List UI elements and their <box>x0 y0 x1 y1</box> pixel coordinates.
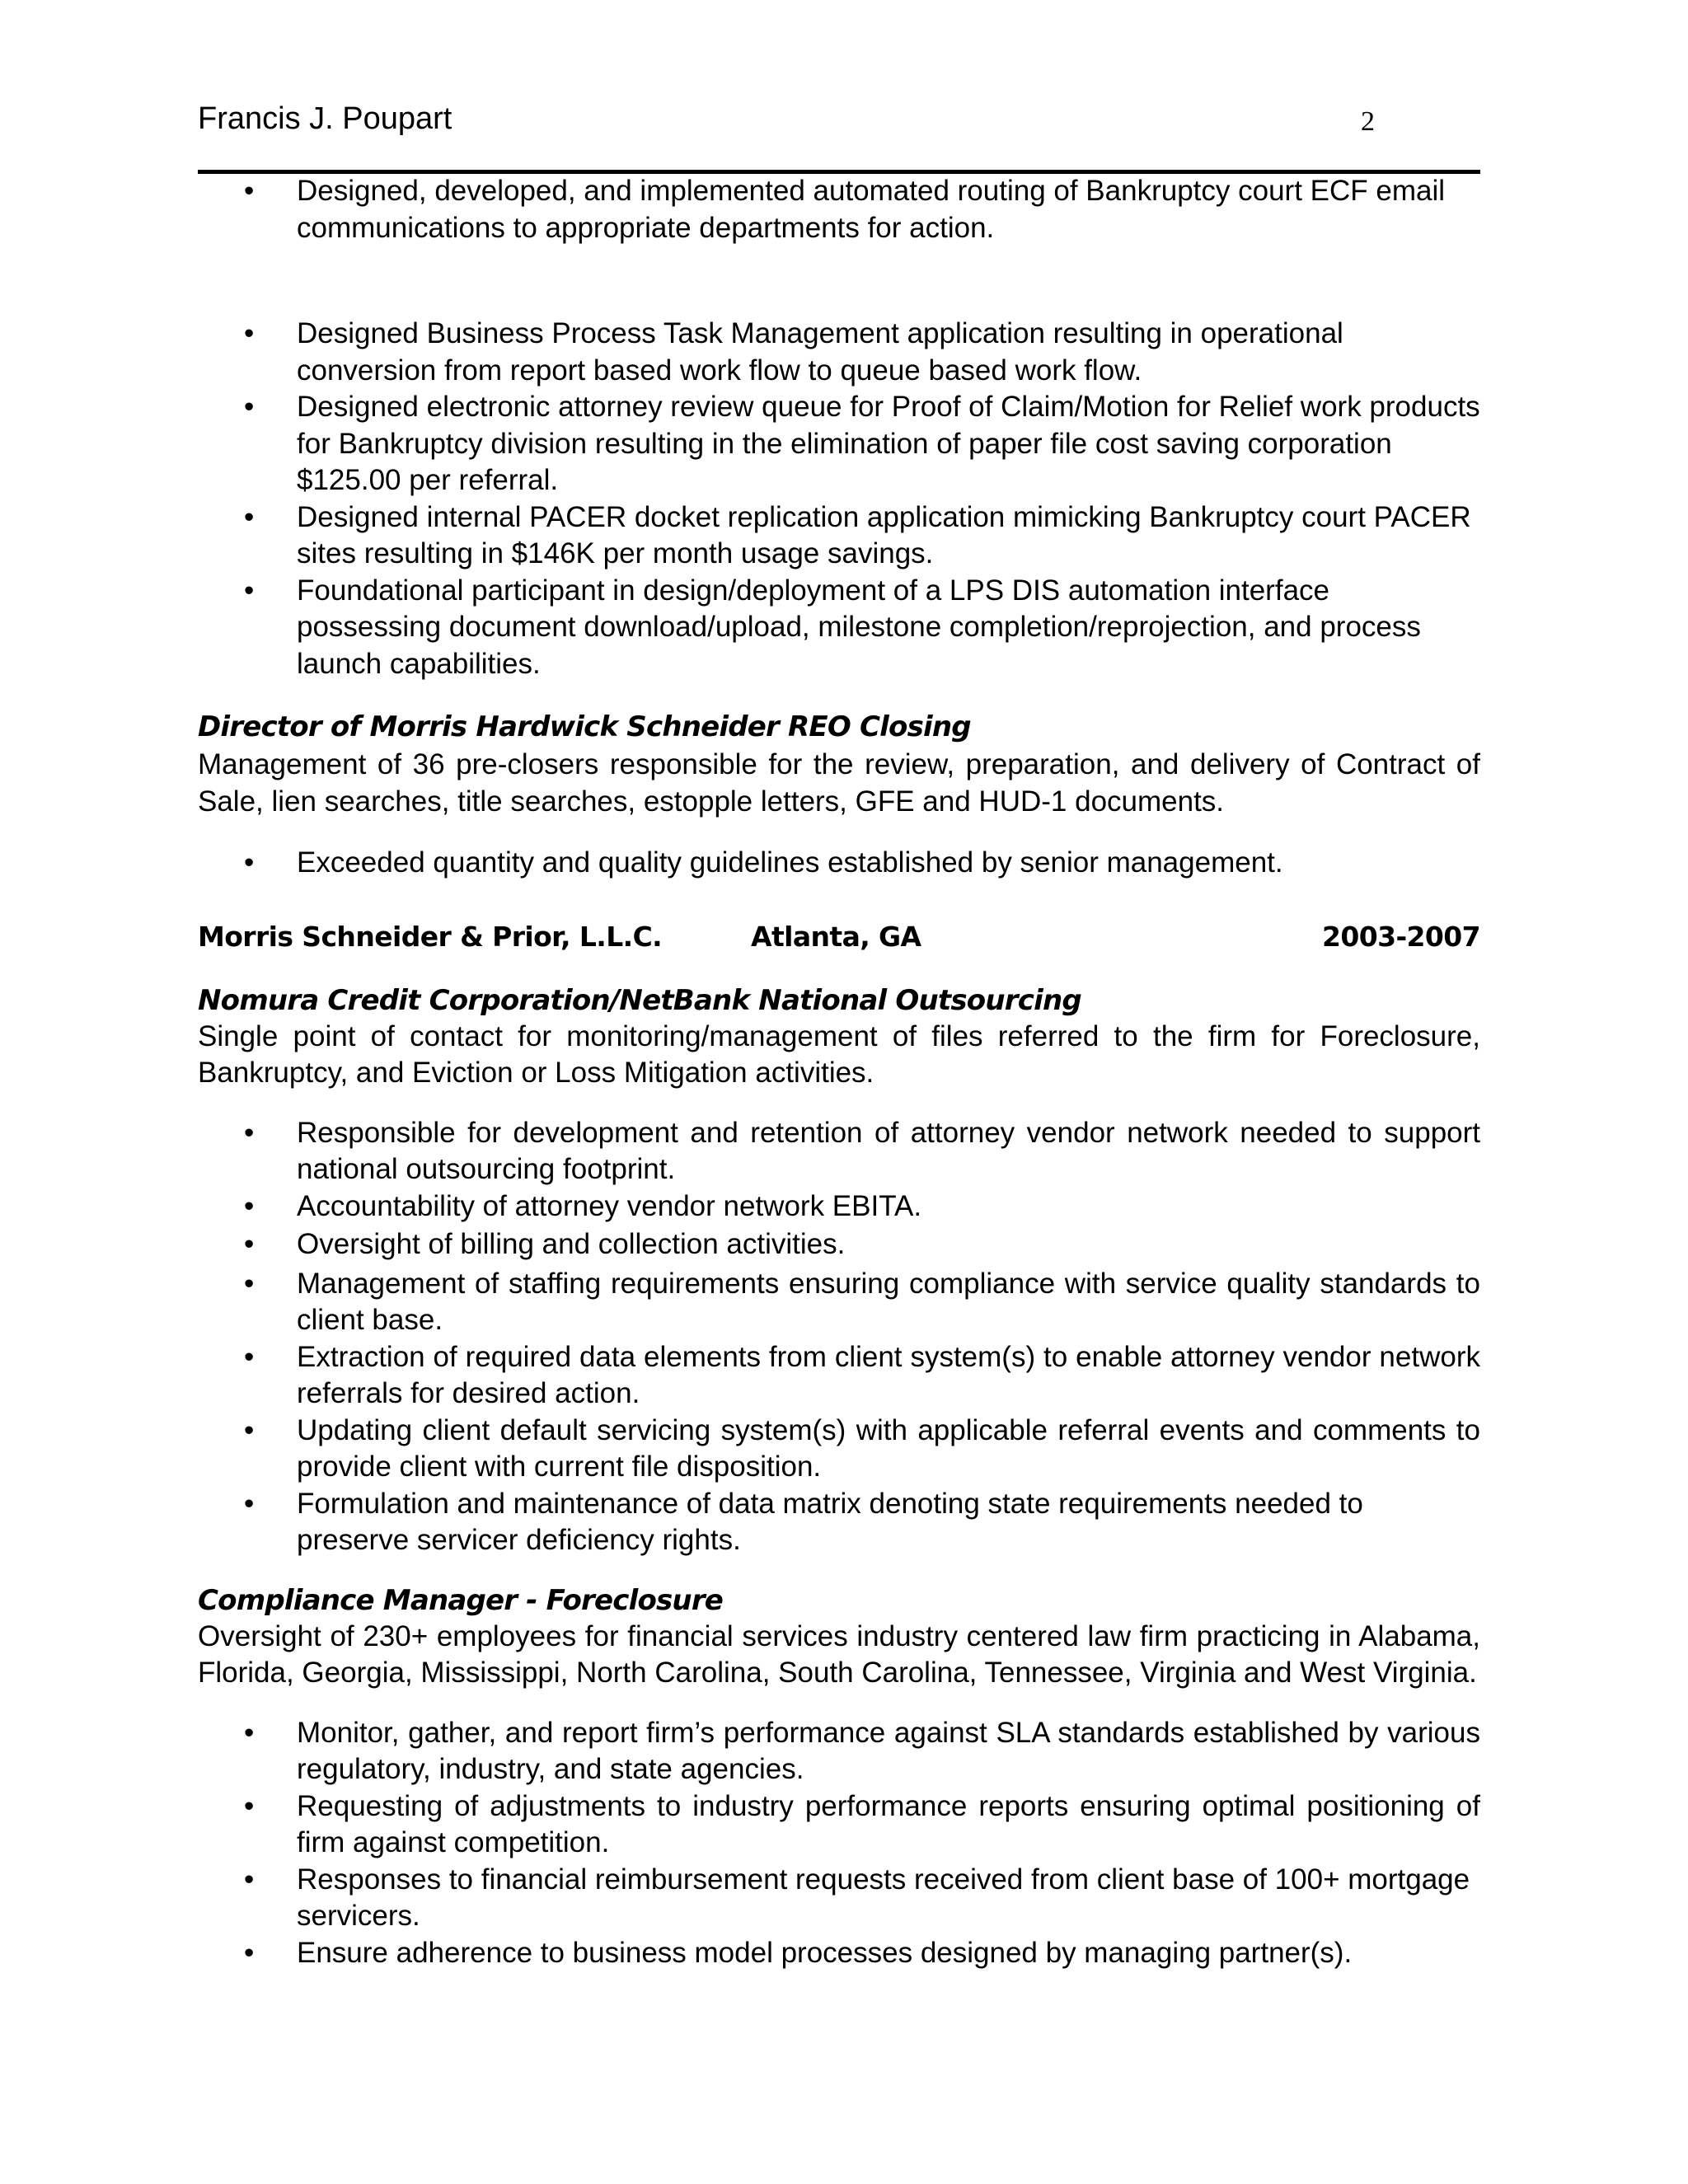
employer-name: Morris Schneider & Prior, L.L.C. <box>198 920 663 953</box>
reo-section-description: Management of 36 pre-closers responsible for the review, preparation, and delivery of Contract of Sale, lien searches, title searches, estopple letters, GFE and HUD-1 documents. <box>198 748 1480 818</box>
list-item: • Oversight of billing and collection activities. <box>198 1226 1480 1263</box>
list-item: • Responsible for development and retention of attorney vendor network needed to support national outsourcing footprint. <box>198 1115 1480 1188</box>
list-item: • Extraction of required data elements from client system(s) to enable attorney vendor network referrals for desired action. <box>198 1339 1480 1413</box>
list-item: • Designed internal PACER docket replication application mimicking Bankruptcy court PACER sites resulting in $146K per month usage savings. <box>198 499 1480 573</box>
employer-line <box>198 919 1480 955</box>
nomura-section-description: Single point of contact for monitoring/management of files referred to the firm for Foreclosure, Bankruptcy, and Eviction or Loss Mitigation activities. <box>198 1019 1480 1089</box>
systems-bullet-list <box>198 316 1480 682</box>
employer-years: 2003-2007 <box>1322 920 1480 953</box>
compliance-section-description: Oversight of 230+ employees for financial services industry centered law firm practicing in Alabama, Florida, Georgia, Mississippi, North Carolina, South Carolina, Tennessee, Virginia and West Virginia. <box>198 1619 1480 1689</box>
page-number: 2 <box>1361 106 1375 137</box>
list-item: • Foundational participant in design/deployment of a LPS DIS automation interface possessing document download/upload, milestone completion/reprojection, and process launch capabilities. <box>198 573 1480 683</box>
header-name: Francis J. Poupart <box>198 101 452 136</box>
list-item: • Requesting of adjustments to industry performance reports ensuring optimal positioning of firm against competition. <box>198 1788 1480 1862</box>
list-item: • Designed Business Process Task Management application resulting in operational conversion from report based work flow to queue based work flow. <box>198 316 1480 389</box>
nomura-bullet-list <box>198 1115 1480 1559</box>
list-item: • Accountability of attorney vendor network EBITA. <box>198 1188 1480 1226</box>
list-item: • Exceeded quantity and quality guidelines established by senior management. <box>198 845 1480 882</box>
list-item: • Responses to financial reimbursement requests received from client base of 100+ mortgage servicers. <box>198 1862 1480 1935</box>
compliance-bullet-list <box>198 1715 1480 1972</box>
compliance-section-title: Compliance Manager - Foreclosure <box>198 1583 724 1617</box>
nomura-section-title: Nomura Credit Corporation/NetBank National Outsourcing <box>198 983 1081 1017</box>
list-item: • Monitor, gather, and report firm’s performance against SLA standards established by various regulatory, industry, and state agencies. <box>198 1715 1480 1788</box>
list-item: • Management of staffing requirements ensuring compliance with service quality standards to client base. <box>198 1266 1480 1339</box>
reo-bullet-list <box>198 845 1480 882</box>
resume-content <box>198 173 1480 1971</box>
list-item: • Ensure adherence to business model processes designed by managing partner(s). <box>198 1935 1480 1972</box>
employer-location: Atlanta, GA <box>751 920 921 953</box>
reo-section-title: Director of Morris Hardwick Schneider REO Closing <box>198 710 971 743</box>
list-item: • Formulation and maintenance of data matrix denoting state requirements needed to preserve servicer deficiency rights. <box>198 1486 1480 1559</box>
list-item: • Designed, developed, and implemented automated routing of Bankruptcy court ECF email communications to appropriate departments for action. <box>198 173 1480 246</box>
list-item: • Updating client default servicing system(s) with applicable referral events and comments to provide client with current file disposition. <box>198 1413 1480 1486</box>
intro-bullet-list <box>198 173 1480 246</box>
list-item: • Designed electronic attorney review queue for Proof of Claim/Motion for Relief work products for Bankruptcy division resulting in the elimination of paper file cost saving corporation $125.00 per referral. <box>198 389 1480 499</box>
